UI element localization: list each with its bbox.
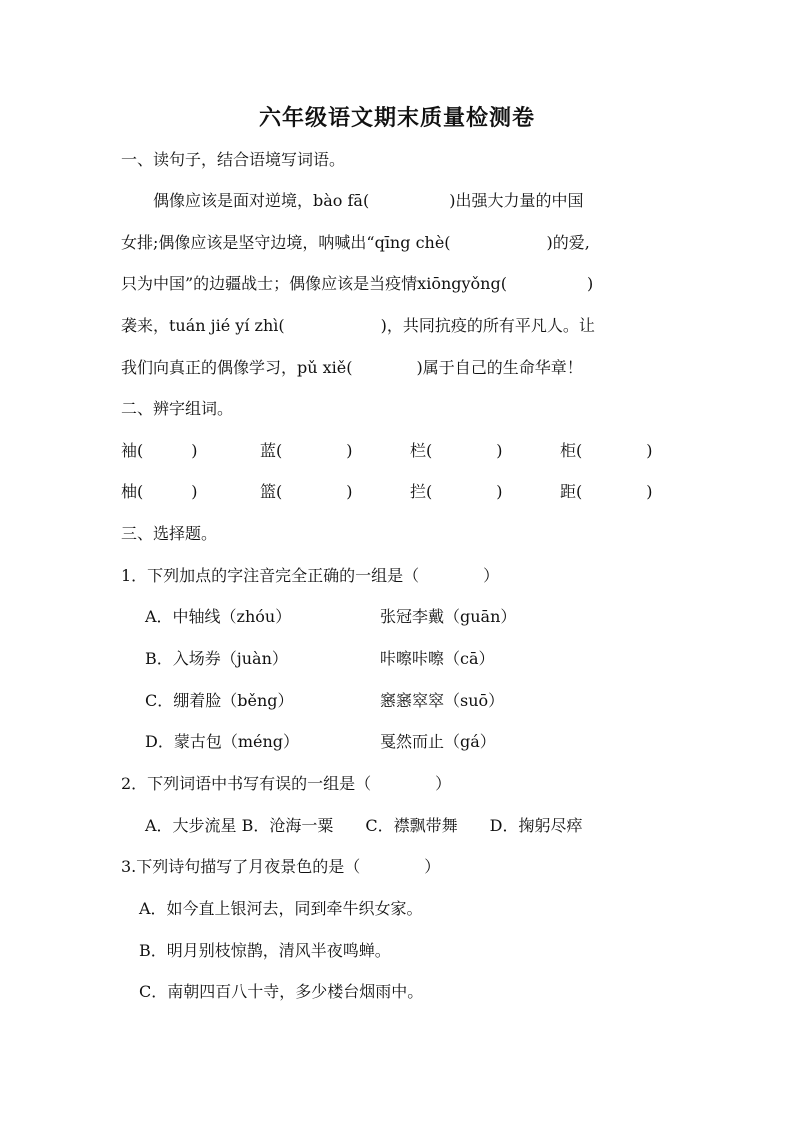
word-group-item: 拦( ) <box>410 482 503 501</box>
question-1-option-d: D．蒙古包（méng） <box>145 732 300 751</box>
section-1-line-1: 偶像应该是面对逆境，bào fā( )出强大力量的中国 <box>121 191 584 210</box>
question-1-option-d-2: 戛然而止（gá） <box>380 732 496 751</box>
word-group-item: 蓝( ) <box>260 441 353 460</box>
question-1-option-b-2: 咔嚓咔嚓（cā） <box>380 649 495 668</box>
question-3-stem: 3.下列诗句描写了月夜景色的是（ ） <box>121 857 441 876</box>
question-1-option-c: C．绷着脸（běng） <box>145 691 294 710</box>
word-group-item: 篮( ) <box>260 482 353 501</box>
section-1-line-2: 女排;偶像应该是坚守边境，呐喊出“qīng chè( )的爱, <box>121 233 590 252</box>
question-1-option-a-2: 张冠李戴（guān） <box>380 607 517 626</box>
question-2-options: A．大步流星 B．沧海一粟 C．襟飘带舞 D．掬躬尽瘁 <box>145 816 583 835</box>
word-group-item: 袖( ) <box>121 441 198 460</box>
question-1-option-a: A．中轴线（zhóu） <box>145 607 292 626</box>
question-1-option-b: B．入场券（juàn） <box>145 649 288 668</box>
question-1-option-c-2: 窸窸窣窣（suō） <box>380 691 505 710</box>
section-1-line-4: 袭来，tuán jié yí zhì( )，共同抗疫的所有平凡人。让 <box>121 316 595 335</box>
section-2-heading: 二、辨字组词。 <box>121 399 234 418</box>
question-3-option-b: B．明月别枝惊鹊，清风半夜鸣蝉。 <box>139 941 391 960</box>
question-1-stem: 1．下列加点的字注音完全正确的一组是（ ） <box>121 566 500 585</box>
word-group-item: 柚( ) <box>121 482 198 501</box>
question-3-option-a: A．如今直上银河去，同到牵牛织女家。 <box>139 899 423 918</box>
word-group-item: 柜( ) <box>560 441 653 460</box>
section-1-heading: 一、读句子，结合语境写词语。 <box>121 150 346 169</box>
word-group-item: 距( ) <box>560 482 653 501</box>
word-group-item: 栏( ) <box>410 441 503 460</box>
question-2-stem: 2．下列词语中书写有误的一组是（ ） <box>121 774 452 793</box>
section-1-line-5: 我们向真正的偶像学习，pǔ xiě( )属于自己的生命华章！ <box>121 358 583 377</box>
section-3-heading: 三、选择题。 <box>121 524 218 543</box>
section-1-line-3: 只为中国”的边疆战士；偶像应该是当疫情xiōngyǒng( ) <box>121 274 594 293</box>
question-3-option-c: C．南朝四百八十寺，多少楼台烟雨中。 <box>139 982 424 1001</box>
page-title: 六年级语文期末质量检测卷 <box>258 105 535 131</box>
